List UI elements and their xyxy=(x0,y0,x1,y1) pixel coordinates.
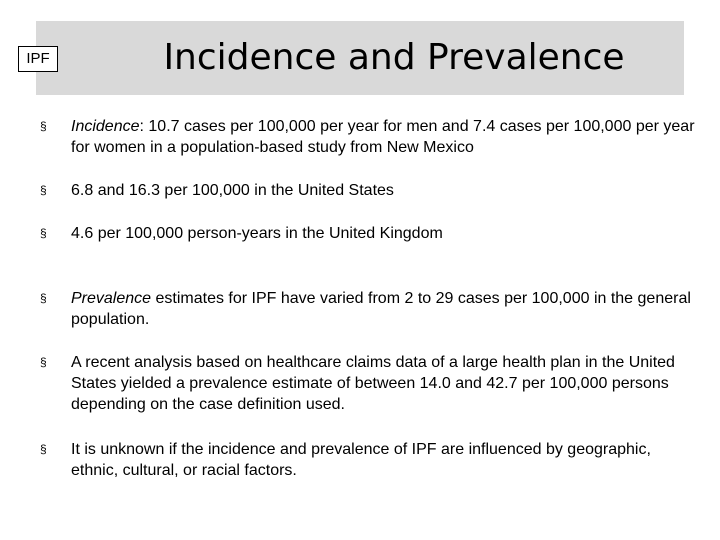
topic-tag: IPF xyxy=(18,46,58,72)
bullet-item xyxy=(40,352,700,415)
bullet-text: A recent analysis based on healthcare claims data of a large health plan in the United States yielded a prevalence estimate of between 14.0 and 42.7 per 100,000 persons depending on the case definition used. xyxy=(71,354,675,413)
bullet-lead: Incidence xyxy=(71,118,140,135)
bullet-marker: § xyxy=(40,291,47,305)
bullet-lead: Prevalence xyxy=(71,290,152,307)
bullet-item xyxy=(40,223,700,244)
bullet-item xyxy=(40,116,700,158)
bullet-item xyxy=(40,288,700,330)
bullet-marker: § xyxy=(40,183,47,197)
bullet-body: : 10.7 cases per 100,000 per year for men and 7.4 cases per 100,000 per year for women in a population-based study from New Mexico xyxy=(71,118,695,156)
bullet-text xyxy=(71,288,696,330)
bullet-marker: § xyxy=(40,355,47,369)
bullet-item xyxy=(40,439,700,481)
slide-title: Incidence and Prevalence xyxy=(163,37,625,78)
bullet-text: 6.8 and 16.3 per 100,000 in the United States xyxy=(71,182,394,199)
bullet-text xyxy=(71,116,696,158)
bullet-marker: § xyxy=(40,442,47,456)
bullet-marker: § xyxy=(40,226,47,240)
bullet-item xyxy=(40,180,700,201)
bullet-text: 4.6 per 100,000 person-years in the United Kingdom xyxy=(71,225,443,242)
bullet-text: It is unknown if the incidence and prevalence of IPF are influenced by geographic, ethnic, cultural, or racial factors. xyxy=(71,441,651,479)
bullet-body: estimates for IPF have varied from 2 to 29 cases per 100,000 in the general population. xyxy=(71,290,691,328)
bullet-marker: § xyxy=(40,119,47,133)
